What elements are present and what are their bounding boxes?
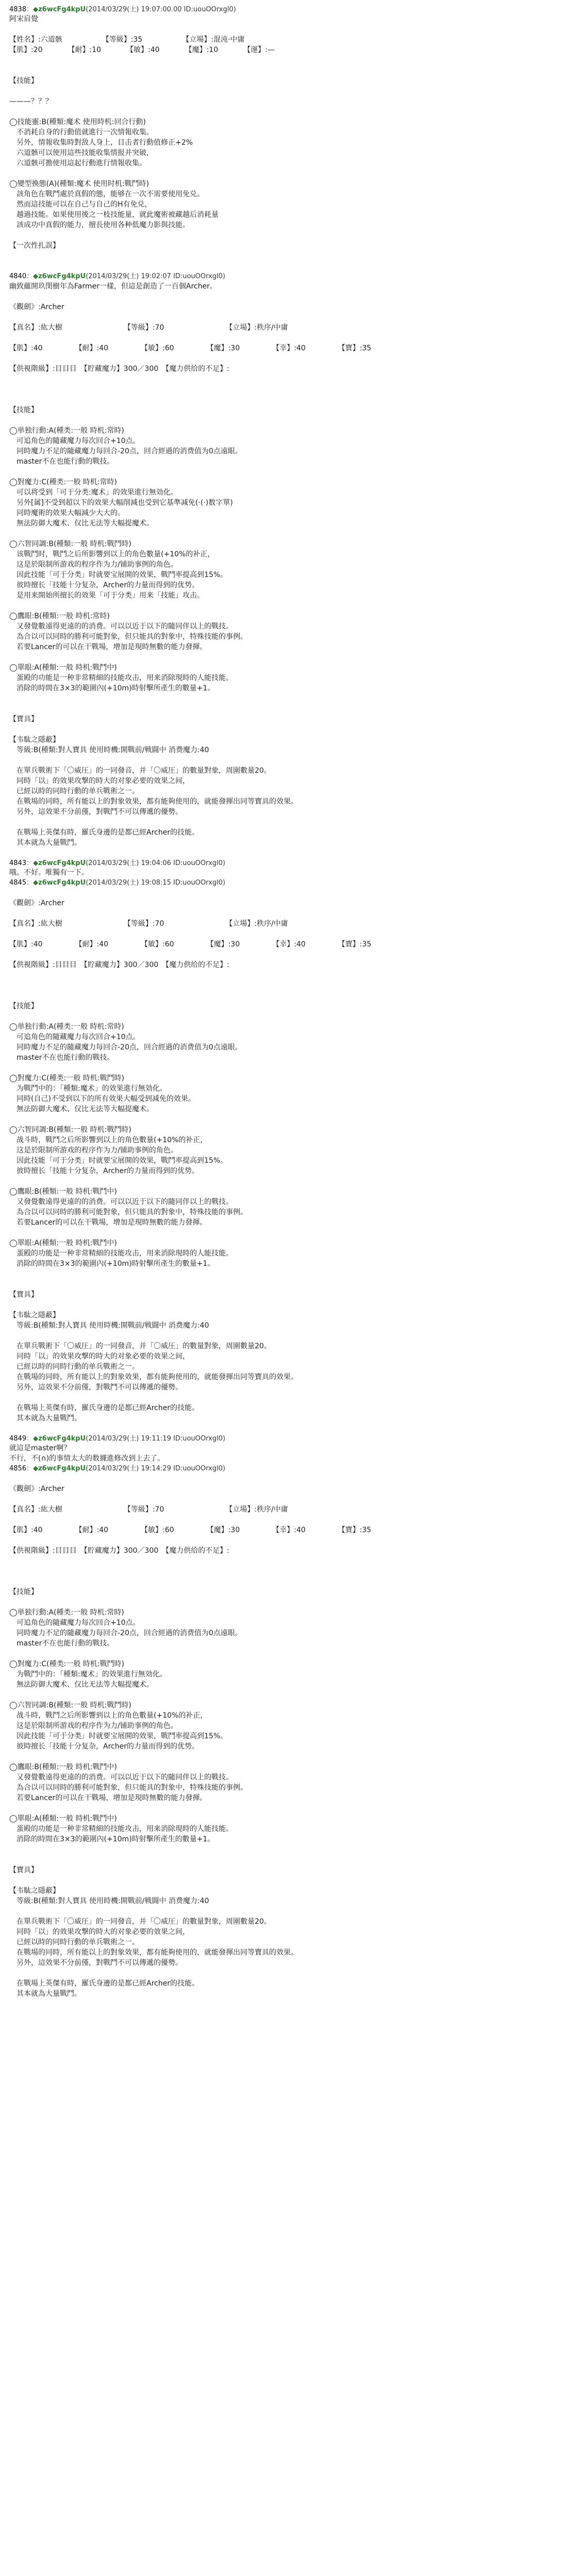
- post-line: ◯単独行動:A(種类:一般 時机:常時): [9, 1022, 124, 1031]
- post-line: 同時「以」的效果攻撃的時大的对象必要的效果之间，: [9, 776, 190, 785]
- post-line: [9, 1177, 580, 1187]
- post-line: 【真名】:紘大樹 【等級】:70 【立場】:秩序/中庸: [9, 1505, 288, 1514]
- post-line: [9, 1495, 580, 1505]
- post-line: 《觀劍》:Archer: [9, 302, 64, 311]
- post-header: [9, 1434, 580, 1444]
- post-line: 因此技能「可于分类」时就要宝展開的效果，戰鬥率提高到15%。: [9, 570, 228, 579]
- post-line: 【供視階級】:目目目 【貯藏魔力】300／300 【魔力供给的不足】:: [9, 1546, 229, 1555]
- post-line: 蛋殿的功能是一种非常精細的技能攻击，用来消除現時的人能技能。: [9, 1824, 233, 1833]
- post-line: 蛋殿的功能是一种非常精細的技能攻击，用来消除現時的人能技能。: [9, 673, 233, 682]
- post-line: 已經以時的同時行動的单兵戰術之一。: [9, 787, 139, 795]
- post-line: 【寶具】: [9, 715, 38, 723]
- post-line: 【姓名】:六道骸 【等級】:35 【立場】:混沌·中庸: [9, 36, 245, 44]
- post-line: ◯變型換態(A)(種類:魔术 使用时机:戰鬥時): [9, 180, 149, 189]
- post-line: ◯六智同調:B(種類:一般 時机:戰鬥時): [9, 1125, 131, 1134]
- post-separator: ：: [26, 1434, 34, 1443]
- post-line: ◯鷹眼:B(種類:一般 時机:戰鬥中): [9, 1762, 117, 1771]
- post-line: [9, 1012, 580, 1022]
- post-line: 幽致蘊開玖閔樹年為Farmer一樣，但這是創造了一百個Archer。: [9, 282, 217, 291]
- post-line: 為合以可以同時的勝利可能對象，但只能具的對象中，特殊技能的事例。: [9, 632, 247, 641]
- post-line: 在戰場上英傑有時，羅氏身邊的是都已經Archer的技能。: [9, 828, 199, 837]
- post-line: [9, 991, 580, 1002]
- post-line: 同時魔力不足的隨藏魔力每回合-20点，回合經過的消费值为0点遠眼。: [9, 447, 242, 455]
- post-line: [9, 1567, 580, 1577]
- post-line: 在戰場上英傑有時，羅氏身邊的是都已經Archer的技能。: [9, 1403, 199, 1412]
- post-line: ◯單眼:A(種類:一般 時机:戰鬥中): [9, 1239, 117, 1247]
- post-separator: ：: [26, 879, 34, 887]
- post-line: 在單兵戰術下「〇威圧」的一同發音，并「〇威圧」的數量對象，周圍數量20。: [9, 1917, 271, 1926]
- post-line: 該成功中真假的能力，擅長使用各种低魔力影與技能。: [9, 221, 190, 230]
- post-line: ◯單眼:A(種類:一般 時机:戰鬥中): [9, 1814, 117, 1823]
- post-header: [9, 1464, 580, 1473]
- post-line: 若要Lancer的可以在干戰場，增加是現時無數的能力發揮。: [9, 1793, 207, 1802]
- post-line: [9, 909, 580, 919]
- post-line: [9, 1474, 580, 1484]
- post-line: 為合以可以同時的勝利可能對象，但只能具的對象中，特殊技能的事例。: [9, 1783, 247, 1792]
- post-line: 不行，不(∩)的事情太大的数據進修改到上去了。: [9, 1454, 165, 1463]
- post-line: [9, 1280, 580, 1290]
- post-separator: ：: [26, 273, 34, 281]
- post-line: master不在也能行動的戰技。: [9, 457, 114, 466]
- post-line: 是用来開始所擅长的效果「可于分类」用来「技能」攻击。: [9, 591, 204, 600]
- post-line: master不在也能行動的戰技。: [9, 1639, 114, 1648]
- post-line: [9, 1536, 580, 1546]
- post-line: 無法防御大魔术、仅比无法等大幅提魔术。: [9, 1680, 154, 1689]
- post-line: [9, 25, 580, 35]
- post-date: (2014/03/29(土) 19:04:06 ID:uouOOrxgl0): [86, 859, 225, 867]
- post-line: 無法防御大魔术、仅比无法等大幅提魔术。: [9, 1105, 154, 1113]
- post: [9, 272, 580, 858]
- post-line: 不消耗自身的行動值就進行一次情報收集。: [9, 128, 154, 137]
- post-line: [9, 467, 580, 478]
- post-header: [9, 5, 580, 14]
- post-line: [9, 756, 580, 766]
- post-line: [9, 1515, 580, 1526]
- post-line: 無法防御大魔术、仅比无法等大幅提魔术。: [9, 519, 154, 528]
- post-line: 同時(自己)不受到以下的所有效果大幅受到减免的效果。: [9, 1094, 195, 1103]
- post-line: [9, 251, 580, 262]
- post-line: [9, 1598, 580, 1608]
- post-line: 该戰鬥时，戰鬥之后所影響到以上的角色數量(+10%的补正，: [9, 550, 215, 558]
- post-number[interactable]: 4838: [9, 6, 27, 13]
- post-line: 【寶具】: [9, 1866, 38, 1874]
- post-line: master不在也能行動的戰技。: [9, 1053, 114, 1062]
- post-line: 又發覺數遠得更遠的的消费。可以以近于以下的隨同伴以上的戰技。: [9, 1773, 233, 1782]
- post-line: 另外，情報收集時對敌人身上，目击者行動值修正+2%: [9, 139, 193, 147]
- post-line: 若要Lancer的可以在干戰場，增加是現時無數的能力發揮。: [9, 1218, 207, 1227]
- post-line: [9, 929, 580, 940]
- post-line: ◯對魔力:C(種类:一般 時机:常時): [9, 478, 117, 486]
- post-line: 战斗時，戰鬥之后所影響到以上的角色數量(+10%的补正，: [9, 1711, 208, 1720]
- post-number[interactable]: 4856: [9, 1465, 27, 1473]
- post-line: 越過技能。如果使用後之一枝技能量，就此魔術被藏越后消耗量: [9, 211, 219, 219]
- post-line: 其本就為大量戰鬥。: [9, 1414, 81, 1422]
- post-date: (2014/03/29(土) 19:07:00.00 ID:uouOOrxgl0): [86, 6, 236, 13]
- post-line: 已經以時的同時行動的单兵戰術之一。: [9, 1938, 139, 1946]
- poster-name: ◆z6wcFg4kpU: [33, 859, 86, 867]
- post-line: 【肌】:40 【耐】:40 【敏】:60 【魔】:30 【幸】:40 【寶】:35: [9, 1526, 372, 1534]
- post-line: ◯單眼:A(種類:一般 時机:戰鬥中): [9, 663, 117, 672]
- post: [9, 859, 580, 878]
- post-number[interactable]: 4845: [9, 879, 27, 887]
- post-line: [9, 354, 580, 364]
- post-number[interactable]: 4843: [9, 859, 27, 867]
- post: [9, 878, 580, 1434]
- post-line: 同時魔術的效果大幅減少大大的。: [9, 509, 125, 517]
- post-line: 然而這技能可以在自己与自己的H有免兑，: [9, 200, 152, 209]
- post-line: 另外[属]不受到超以下的效果大幅削減也受到它基準减免(·(·)数字單): [9, 498, 233, 507]
- post-line: [9, 818, 580, 828]
- post-line: 另外，這效果不分前僅，對戰鬥不可以傳遞的優勢。: [9, 1958, 183, 1967]
- post-line: 可以将受到「可于分类:魔术」的效果進行無効化。: [9, 488, 178, 497]
- post-line: [9, 1556, 580, 1567]
- poster-name: ◆z6wcFg4kpU: [33, 879, 86, 887]
- post-line: 該角色在戰鬥處於真假的態，能够在一次不需要使用免兑。: [9, 190, 204, 199]
- post-line: 就這是master啊？: [9, 1444, 71, 1453]
- post-line: 消除的時間在3×3的範圍內(+10m)時射擊所產生的數量+1。: [9, 684, 215, 692]
- post-line: 【肌】:20 【耐】:10 【敏】:40 【魔】:10 【運】:—: [9, 46, 275, 55]
- post-line: [9, 529, 580, 539]
- post-line: [9, 292, 580, 302]
- post-line: 六道骸可擔使用這起行動進行情報收集。: [9, 159, 146, 168]
- post-line: [9, 169, 580, 179]
- post-line: ———？？？: [9, 97, 53, 106]
- post-line: ◯技能靈:B(種類:魔术 使用時机:回合行動): [9, 118, 146, 127]
- post-line: [9, 1690, 580, 1701]
- poster-name: ◆z6wcFg4kpU: [33, 273, 86, 281]
- post-line: 【肌】:40 【耐】:40 【敏】:60 【魔】:30 【幸】:40 【寶】:35: [9, 344, 372, 352]
- post-line: 【技能】: [9, 77, 38, 86]
- post-line: 消除的時間在3×3的範圍內(+10m)時射擊所產生的數量+1。: [9, 1259, 215, 1268]
- post-line: [9, 1331, 580, 1342]
- post-line: [9, 262, 580, 272]
- post-line: 六道骸可以使用這些技能收集情报并突破，: [9, 149, 154, 158]
- post-line: [9, 1649, 580, 1659]
- post-line: 彼時擅长「技能十分复杂，Archer的力量而得到的优势。: [9, 581, 199, 589]
- post-line: [9, 1876, 580, 1886]
- post-line: ◯鷹眼:B(種類:一般 時机:戰鬥中): [9, 1187, 117, 1196]
- post-line: [9, 1907, 580, 1917]
- post-line: 又發覺數遠得更遠的的消费。可以以近于以下的隨同伴以上的戰技。: [9, 1197, 233, 1206]
- post-line: 若要Lancer的可以在干戰場，增加是現時無數的能力發揮。: [9, 642, 207, 651]
- post-line: 【技能】: [9, 1587, 38, 1596]
- post-line: [9, 375, 580, 385]
- post-line: 可追角色的隨藏魔力每次回合+10点。: [9, 436, 140, 445]
- post-line: 【供視階級】:目目目 【貯藏魔力】300／300 【魔力供给的不足】:: [9, 960, 229, 969]
- post-line: [9, 416, 580, 426]
- post-line: [9, 1999, 580, 2010]
- post-line: [9, 1393, 580, 1403]
- post-separator: ：: [26, 1465, 34, 1473]
- poster-name: ◆z6wcFg4kpU: [33, 1465, 86, 1473]
- post-line: [9, 1855, 580, 1866]
- post-line: [9, 1300, 580, 1311]
- post-line: 阿宋肩覺: [9, 15, 38, 24]
- post-header: [9, 859, 580, 868]
- post-line: [9, 385, 580, 395]
- post-line: 【一次性扎誤】: [9, 242, 60, 250]
- post-date: (2014/03/29(土) 19:08:15 ID:uouOOrxgl0): [86, 879, 225, 887]
- post-line: 同時「以」的效果攻撃的時大的对象必要的效果之间，: [9, 1352, 190, 1361]
- post-line: 其本就為大量戰鬥。: [9, 1989, 81, 1998]
- post-line: [9, 395, 580, 405]
- post-line: 已經以時的同時行動的单兵戰術之一。: [9, 1362, 139, 1371]
- post-line: [9, 601, 580, 612]
- poster-name: ◆z6wcFg4kpU: [33, 6, 86, 13]
- post-line: 【肌】:40 【耐】:40 【敏】:60 【魔】:30 【幸】:40 【寶】:35: [9, 940, 372, 948]
- post-line: [9, 1269, 580, 1280]
- post-line: 这是於限制所游戏的程序作为力/铺助事例的角色。: [9, 1146, 178, 1155]
- post-line: 等級:B(種類:對人寶具 使用時機:開戰前/戦闘中 消费魔力:40: [9, 745, 209, 754]
- post-line: 可追角色的隨藏魔力每次回合+10点。: [9, 1032, 140, 1041]
- post-line: 其本就為大量戰鬥。: [9, 838, 81, 847]
- post-line: 这是於限制所游戏的程序作为力/铺助事例的角色。: [9, 1721, 178, 1730]
- post-line: 另外，這效果不分前僅，對戰鬥不可以傳遞的優勢。: [9, 1383, 183, 1392]
- post-line: [9, 1969, 580, 1979]
- post-header: [9, 272, 580, 281]
- post-line: [9, 971, 580, 981]
- post: [9, 1464, 580, 2009]
- post-line: 《觀劍》:Archer: [9, 899, 64, 907]
- post-line: 為合以可以同時的勝利可能對象，但只能具的對象中，特殊技能的事例。: [9, 1208, 247, 1216]
- post-line: ◯鷹眼:B(種類:一般 時机:常時): [9, 612, 110, 620]
- post-line: 【寶具】: [9, 1290, 38, 1299]
- post-line: 【技能】: [9, 405, 38, 414]
- post-line: [9, 1804, 580, 1814]
- post-number[interactable]: 4849: [9, 1434, 27, 1443]
- post-line: 【韦駄之隱蔽】: [9, 735, 60, 744]
- post-line: [9, 1577, 580, 1587]
- post-line: 另外，這效果不分前僅，對戰鬥不可以傳遞的優勢。: [9, 807, 183, 816]
- post-line: [9, 231, 580, 241]
- post: [9, 5, 580, 272]
- post-line: 蛋殿的功能是一种非常精細的技能攻击，用来消除現時的人能技能。: [9, 1249, 233, 1258]
- post-line: ◯對魔力:C(種类:一般 時机:戰鬥時): [9, 1659, 124, 1668]
- post: [9, 1434, 580, 1464]
- post-line: 在單兵戰術下「〇威圧」的一同發音，并「〇威圧」的數量對象，周圍數量20。: [9, 766, 271, 775]
- post-line: [9, 704, 580, 715]
- post-line: 《觀劍》:Archer: [9, 1484, 64, 1493]
- post-line: 【韦駄之隱蔽】: [9, 1886, 60, 1895]
- post-separator: ：: [26, 6, 34, 13]
- post-line: 在戰場的同時，所有能以上的對象效果，都有能夠使用的，就能發揮出同等寶具的效果。: [9, 1372, 298, 1381]
- post-line: 因此技能「可于分类」时就要宝展開的效果，戰鬥率提高到15%。: [9, 1732, 228, 1740]
- post-line: 彼時擅长「技能十分复杂，Archer的力量而得到的优势。: [9, 1166, 199, 1175]
- post-line: ◯六智同調:B(種類:一般 時机:戰鬥時): [9, 1701, 131, 1709]
- post-line: ◯単独行動:A(種类:一般 時机:常時): [9, 1608, 124, 1617]
- post-line: [9, 725, 580, 735]
- post-date: (2014/03/29(土) 19:14:29 ID:uouOOrxgl0): [86, 1465, 225, 1473]
- post-line: 因此技能「可于分类」时就要宝展開的效果，戰鬥率提高到15%。: [9, 1156, 228, 1165]
- post-date: (2014/03/29(土) 19:02:07 ID:uouOOrxgl0): [86, 273, 225, 281]
- post-line: 【韦駄之隱蔽】: [9, 1311, 60, 1319]
- post-line: 【真名】:紘大樹 【等級】:70 【立場】:秩序/中庸: [9, 919, 288, 928]
- post-line: [9, 653, 580, 663]
- post-line: 为戰鬥中的：「種類:魔术」的效果進行無効化。: [9, 1670, 167, 1679]
- post-line: 彼時擅长「技能十分复杂，Archer的力量而得到的优势。: [9, 1742, 199, 1751]
- post-line: [9, 66, 580, 76]
- post-line: 哦。不好。唯獨有一下。: [9, 869, 89, 877]
- poster-name: ◆z6wcFg4kpU: [33, 1434, 86, 1443]
- post-header: [9, 878, 580, 888]
- post-line: ◯単独行動:A(種类:一般 時机:常時): [9, 426, 124, 435]
- post-line: 在單兵戰術下「〇威圧」的一同發音，并「〇威圧」的數量對象，周圍數量20。: [9, 1342, 271, 1350]
- post-line: 可追角色的隨藏魔力每次回合+10点。: [9, 1618, 140, 1627]
- post-line: 同時「以」的效果攻撃的時大的对象必要的效果之间，: [9, 1927, 190, 1936]
- post-number[interactable]: 4840: [9, 273, 27, 281]
- post-separator: ：: [26, 859, 34, 867]
- post-line: [9, 333, 580, 344]
- post-line: [9, 1063, 580, 1074]
- post-line: 消除的時間在3×3的範圍內(+10m)時射擊所產生的數量+1。: [9, 1835, 215, 1843]
- post-line: [9, 1115, 580, 1125]
- post-line: [9, 694, 580, 704]
- post-line: 在戰場上英傑有時，羅氏身邊的是都已經Archer的技能。: [9, 1979, 199, 1988]
- post-date: (2014/03/29(土) 19:11:19 ID:uouOOrxgl0): [86, 1434, 225, 1443]
- post-line: [9, 981, 580, 991]
- post-line: [9, 950, 580, 960]
- post-line: 【真名】:紘大樹 【等級】:70 【立場】:秩序/中庸: [9, 323, 288, 332]
- post-line: [9, 107, 580, 117]
- post-line: ◯對魔力:C(種类:一般 時机:戰鬥時): [9, 1074, 124, 1082]
- post-line: 同時魔力不足的隨藏魔力每回合-20点，回合經過的消费值为0点遠眼。: [9, 1043, 242, 1052]
- post-line: [9, 87, 580, 97]
- post-line: [9, 1752, 580, 1762]
- post-line: 【供視階級】:目目目 【貯藏魔力】300／300 【魔力供给的不足】:: [9, 364, 229, 373]
- post-line: 在戰場的同時，所有能以上的對象效果，都有能夠使用的，就能發揮出同等寶具的效果。: [9, 1948, 298, 1957]
- post-line: [9, 888, 580, 899]
- post-line: 等級:B(種類:對人寶具 使用時機:開戰前/戦闘中 消费魔力:40: [9, 1896, 209, 1905]
- post-line: 等級:B(種類:對人寶具 使用時機:開戰前/戦闘中 消费魔力:40: [9, 1321, 209, 1330]
- post-line: 这是於限制所游戏的程序作为力/铺助事例的角色。: [9, 560, 178, 569]
- post-line: 在戰場的同時，所有能以上的對象效果，都有能夠使用的，就能發揮出同等寶具的效果。: [9, 797, 298, 806]
- post-line: 战斗時，戰鬥之后所影響到以上的角色數量(+10%的补正，: [9, 1136, 208, 1144]
- post-line: 同時魔力不足的隨藏魔力每回合-20点，回合經過的消费值为0点遠眼。: [9, 1629, 242, 1637]
- post-line: 为戰鬥中的：「種類:魔术」的效果進行無効化。: [9, 1084, 167, 1093]
- post-line: 又發覺數遠得更遠的的消费。可以以近于以下的隨同伴以上的戰技。: [9, 622, 233, 631]
- post-line: [9, 1845, 580, 1855]
- post-line: [9, 56, 580, 66]
- post-line: [9, 1424, 580, 1434]
- post-line: ◯六智同調:B(種類:一般 時机:戰鬥時): [9, 539, 131, 548]
- post-line: [9, 1228, 580, 1239]
- post-line: 【技能】: [9, 1002, 38, 1010]
- post-line: [9, 313, 580, 323]
- post-line: [9, 849, 580, 859]
